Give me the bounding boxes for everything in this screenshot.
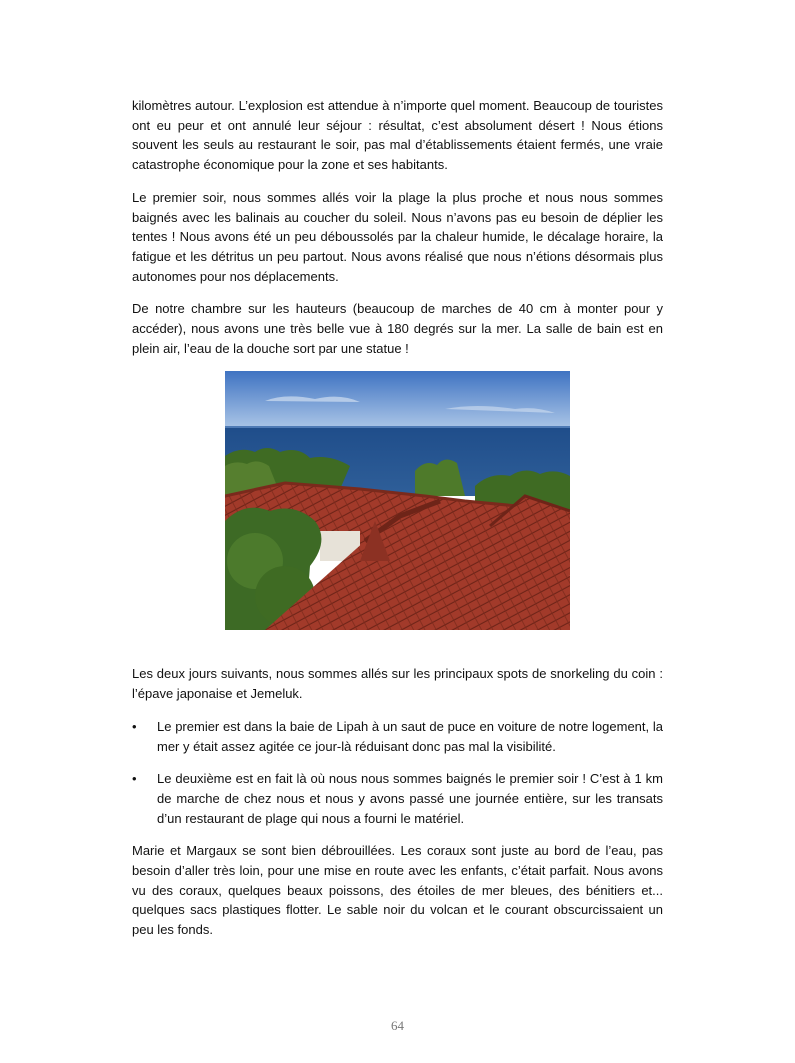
bullet-list bbox=[132, 717, 663, 829]
paragraph-3: De notre chambre sur les hauteurs (beaucoup de marches de 40 cm à monter pour y accéder), nous avons une très belle vue à 180 degrés sur la mer. La salle de bain est en plein air, l’eau de la douche sort par une statue ! bbox=[132, 301, 663, 356]
paragraph-1: kilomètres autour. L’explosion est attendue à n’importe quel moment. Beaucoup de touristes ont eu peur et ont annulé leur séjour : résultat, c’est absolument désert ! Nous étions souvent les seuls au restaurant le soir, pas mal d’établissements étaient fermés, une vraie catastrophe économique pour la zone et ses habitants. bbox=[132, 98, 663, 173]
bullet-point: • bbox=[132, 771, 137, 787]
list-item bbox=[132, 769, 663, 828]
paragraph-2: Le premier soir, nous sommes allés voir la plage la plus proche et nous nous sommes baignés avec les balinais au coucher du soleil. Nous n’avons pas eu besoin de déplier les tentes ! Nous avons été un peu déboussolés par la chaleur humide, le décalage horaire, la fatigue et les détritus un peu partout. Nous avons réalisé que nous n’étions désormais plus autonomes pour nos déplacements. bbox=[132, 189, 663, 284]
paragraph-4: Les deux jours suivants, nous sommes allés sur les principaux spots de snorkeling du coin : l’épave japonaise et Jemeluk. bbox=[132, 666, 663, 702]
page-number: 64 bbox=[391, 1018, 404, 1033]
sea-view-photo bbox=[225, 371, 570, 630]
document-page bbox=[132, 96, 663, 953]
bullet-point: • bbox=[132, 718, 137, 734]
bullet-text: Le deuxième est en fait là où nous nous sommes baignés le premier soir ! C’est à 1 km de marche de chez nous et nous y avons passé une journée entière, sur les transats d’un restaurant de plage qui nous a fourni le matériel. bbox=[157, 771, 663, 826]
list-item bbox=[132, 717, 663, 756]
bullet-text: Le premier est dans la baie de Lipah à un saut de puce en voiture de notre logement, la mer y était assez agitée ce jour-là réduisant donc pas mal la visibilité. bbox=[157, 718, 663, 754]
paragraph-5: Marie et Margaux se sont bien débrouillées. Les coraux sont juste au bord de l’eau, pas besoin d’aller très loin, pour une mise en route avec les enfants, c’était parfait. Nous avons vu des coraux, quelques beaux poissons, des étoiles de mer bleues, des bénitiers et... quelques sacs plastiques flotter. Le sable noir du volcan et le courant obscurcissaient un peu les fonds. bbox=[132, 843, 663, 938]
